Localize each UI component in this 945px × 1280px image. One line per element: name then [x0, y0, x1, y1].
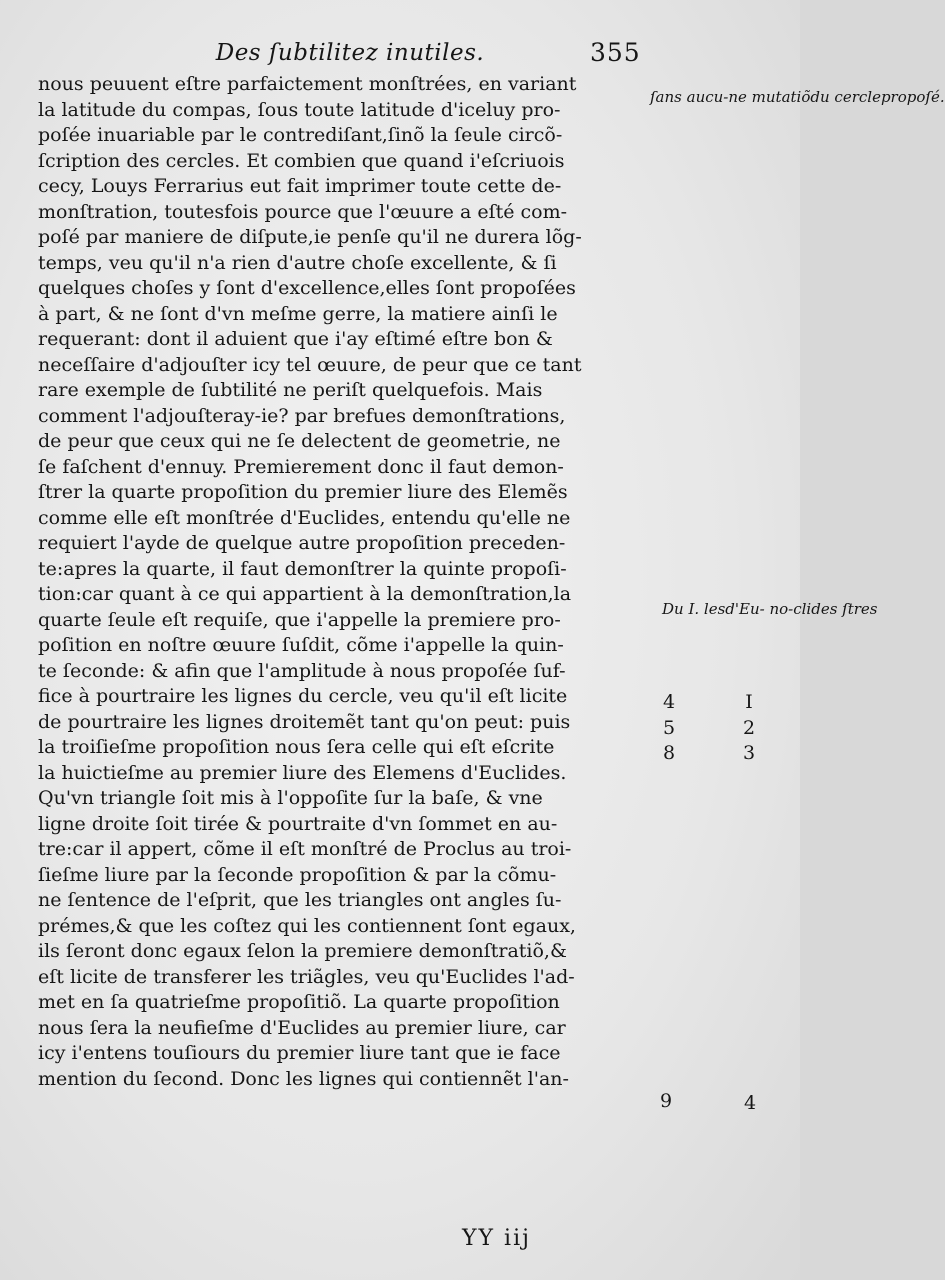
- euclid-number: 5: [662, 716, 676, 739]
- signature-mark: YY iij: [462, 1226, 531, 1251]
- margin-note-line: ne mutatiõ: [728, 88, 811, 106]
- euclid-number: 4: [662, 691, 676, 713]
- text-line: Qu'vn triangle ſoit mis à l'oppoſite ſur la baſe, & vne: [38, 787, 543, 809]
- our-number: 2: [742, 716, 756, 739]
- text-line: ſcription des cercles. Et combien que quand i'eſcriuois: [38, 149, 565, 172]
- text-line: requerant: dont il aduient que i'ay eſtimé eſtre bon &: [38, 328, 553, 350]
- running-title: Des ſubtilitez inutiles.: [215, 40, 485, 66]
- text-line: nous ſera la neufieſme d'Euclides au premier liure, car: [38, 1016, 566, 1039]
- text-line: ne ſentence de l'eſprit, que les triangles ont angles ſu-: [38, 889, 562, 911]
- our-number: I: [745, 691, 753, 713]
- our-proposition-numbers: [738, 690, 760, 767]
- margin-note-line: Du I. les: [662, 600, 726, 618]
- text-line: comme elle eſt monſtrée d'Euclides, entendu qu'elle ne: [38, 506, 571, 529]
- text-line: ils ſeront donc egaux ſelon la premiere demonſtratiõ,&: [38, 940, 567, 962]
- text-line: poſition en noſtre œuure ſuſdit, cõme i'appelle la quin-: [38, 634, 564, 656]
- text-line: fice à pourtraire les lignes du cercle, veu qu'il eſt licite: [38, 685, 568, 707]
- text-line: quarte ſeule eſt requiſe, que i'appelle la premiere pro-: [38, 608, 561, 631]
- text-line: te ſeconde: & afin que l'amplitude à nous propoſée ſuf-: [38, 659, 566, 682]
- text-line: prémes,& que les coſtez qui les contiennent ſont egaux,: [38, 914, 576, 937]
- text-line: la huictieſme au premier liure des Elemens d'Euclides.: [38, 761, 567, 784]
- text-line: quelques choſes y ſont d'excellence,elles ſont propoſées: [38, 277, 576, 299]
- body-text: [38, 72, 660, 1092]
- text-line: poſé par maniere de diſpute,ie penſe qu'il ne durera lõg-: [38, 226, 582, 248]
- text-line: mention du ſecond. Donc les lignes qui contiennẽt l'an-: [38, 1067, 569, 1090]
- text-line: la troiſieſme propoſition nous ſera celle qui eſt eſcrite: [38, 736, 555, 758]
- margin-note-line: propoſé.: [880, 88, 945, 106]
- text-line: ſe faſchent d'ennuy. Premierement donc il faut demon-: [38, 455, 564, 478]
- text-line: monſtration, toutesfois pource que l'œuure a eſté com-: [38, 200, 568, 223]
- text-line: icy i'entens touſiours du premier liure tant que ie face: [38, 1042, 561, 1064]
- text-line: tre:car il appert, cõme il eſt monſtré de Proclus au troi-: [38, 838, 572, 860]
- text-line: comment l'adjouſteray-ie? par brefues demonſtrations,: [38, 404, 566, 427]
- euclid-proposition-numbers: [658, 690, 680, 767]
- text-line: poſée inuariable par le contrediſant,ſinõ la ſeule circõ-: [38, 124, 563, 146]
- text-line: temps, veu qu'il n'a rien d'autre choſe excellente, & ſi: [38, 251, 557, 274]
- margin-note-sans-mutation: [650, 86, 945, 108]
- text-line: eſt licite de transferer les triãgles, veu qu'Euclides l'ad-: [38, 965, 575, 988]
- text-line: de pourtraire les lignes droitemẽt tant qu'on peut: puis: [38, 710, 571, 733]
- text-line: de peur que ceux qui ne ſe delectent de geometrie, ne: [38, 430, 561, 452]
- margin-note-line: du cercle: [810, 88, 881, 106]
- text-line: tion:car quant à ce qui appartient à la demonſtration,la: [38, 583, 572, 605]
- text-line: nous peuuent eſtre parfaictement monſtrées, en variant: [38, 73, 577, 95]
- text-line: la latitude du compas, ſous toute latitude d'iceluy pro-: [38, 98, 561, 121]
- margin-note-line: d'Eu- no-: [725, 600, 794, 618]
- margin-note-line: clides ſtres: [793, 600, 878, 618]
- our-number: 3: [742, 742, 756, 764]
- text-line: à part, & ne ſont d'vn meſme gerre, la matiere ainſi le: [38, 302, 558, 325]
- text-line: cecy, Louys Ferrarius eut fait imprimer toute cette de-: [38, 175, 562, 197]
- text-line: requiert l'ayde de quelque autre propoſition preceden-: [38, 532, 566, 554]
- text-line: ſieſme liure par la ſeconde propoſition & par la cõmu-: [38, 863, 557, 886]
- text-line: ſtrer la quarte propoſition du premier liure des Elemẽs: [38, 481, 568, 503]
- margin-note-euclid-header: [662, 598, 878, 620]
- page-number: 355: [590, 38, 641, 67]
- text-line: ligne droite ſoit tirée & pourtraite d'vn ſommet en au-: [38, 812, 558, 835]
- text-line: rare exemple de ſubtilité ne periſt quelquefois. Mais: [38, 379, 543, 401]
- text-line: met en ſa quatrieſme propoſitiõ. La quarte propoſition: [38, 991, 560, 1013]
- margin-number-euclid: 9: [660, 1090, 673, 1112]
- margin-number-ours: 4: [744, 1092, 757, 1114]
- margin-note-line: ſans aucu-: [650, 88, 729, 106]
- text-line: te:apres la quarte, il faut demonſtrer la quinte propoſi-: [38, 557, 567, 580]
- euclid-number: 8: [662, 742, 676, 764]
- text-line: neceſſaire d'adjouſter icy tel œuure, de peur que ce tant: [38, 353, 582, 376]
